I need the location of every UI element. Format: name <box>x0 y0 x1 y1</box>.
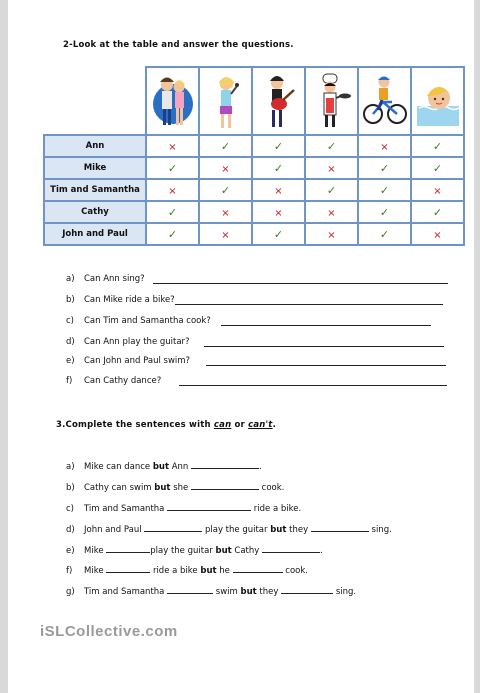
question-text: Can Tim and Samantha cook? <box>84 316 211 326</box>
cross-mark: × <box>199 201 252 223</box>
check-mark: ✓ <box>358 201 411 223</box>
check-mark: ✓ <box>411 135 464 157</box>
table-row <box>44 135 464 157</box>
islcollective-logo[interactable]: iSLCollective.com <box>40 623 178 640</box>
check-mark: ✓ <box>252 135 305 157</box>
question-item: a) Can Ann sing? <box>66 274 448 284</box>
sentence-item: g) Tim and Samantha swim but they sing. <box>66 587 357 597</box>
answer-line[interactable] <box>221 316 431 326</box>
picture-row <box>44 67 464 135</box>
check-mark: ✓ <box>146 201 199 223</box>
table-row <box>44 223 464 245</box>
question-item: e) Can John and Paul swim? <box>66 356 446 366</box>
word-can: can <box>213 420 232 430</box>
section3-heading: 3.Complete the sentences with can or can't. <box>56 420 277 430</box>
blank-line[interactable] <box>191 481 259 490</box>
sentence-item: c) Tim and Samantha ride a bike. <box>66 504 302 514</box>
check-mark: ✓ <box>358 157 411 179</box>
sentence-item: d) John and Paul play the guitar but they sing. <box>66 525 392 535</box>
cross-mark: × <box>305 201 358 223</box>
row-name: Ann <box>44 135 146 157</box>
question-text: Can Mike ride a bike? <box>84 295 175 305</box>
row-name: Cathy <box>44 201 146 223</box>
check-mark: ✓ <box>305 135 358 157</box>
cyclist-icon <box>358 67 411 135</box>
check-mark: ✓ <box>146 157 199 179</box>
blank-line[interactable] <box>106 544 150 553</box>
check-mark: ✓ <box>252 157 305 179</box>
row-name: Tim and Samantha <box>44 179 146 201</box>
answer-line[interactable] <box>175 295 443 305</box>
check-mark: ✓ <box>252 223 305 245</box>
blank-line[interactable] <box>311 523 369 532</box>
check-mark: ✓ <box>411 201 464 223</box>
sentence-item: f) Mike ride a bike but he cook. <box>66 566 308 576</box>
sentence-item: b) Cathy can swim but she cook. <box>66 483 285 493</box>
abilities-table <box>43 66 465 246</box>
question-text: Can John and Paul swim? <box>84 356 191 366</box>
cook-icon <box>305 67 358 135</box>
row-name: Mike <box>44 157 146 179</box>
cross-mark: × <box>252 179 305 201</box>
swimmer-icon <box>411 67 464 135</box>
blank-line[interactable] <box>191 460 259 469</box>
word-cant: can't <box>248 420 273 430</box>
cross-mark: × <box>305 223 358 245</box>
sentence-item: a) Mike can dance but Ann . <box>66 462 262 472</box>
blank-line[interactable] <box>167 502 251 511</box>
guitarist-icon <box>252 67 305 135</box>
blank-line[interactable] <box>106 564 150 573</box>
answer-line[interactable] <box>179 376 447 386</box>
answer-line[interactable] <box>204 337 444 347</box>
answer-line[interactable] <box>153 274 448 284</box>
blank-line[interactable] <box>281 585 333 594</box>
question-item: b) Can Mike ride a bike? <box>66 295 443 305</box>
blank-line[interactable] <box>167 585 213 594</box>
cross-mark: × <box>358 135 411 157</box>
question-item: f) Can Cathy dance? <box>66 376 447 386</box>
blank-line[interactable] <box>144 523 202 532</box>
cross-mark: × <box>146 179 199 201</box>
cross-mark: × <box>199 223 252 245</box>
check-mark: ✓ <box>199 179 252 201</box>
blank-line[interactable] <box>233 564 283 573</box>
question-item: d) Can Ann play the guitar? <box>66 337 444 347</box>
worksheet-page <box>8 0 474 693</box>
answer-line[interactable] <box>206 356 446 366</box>
cross-mark: × <box>411 223 464 245</box>
cross-mark: × <box>305 157 358 179</box>
check-mark: ✓ <box>305 179 358 201</box>
blank-line[interactable] <box>262 544 320 553</box>
cross-mark: × <box>146 135 199 157</box>
cross-mark: × <box>252 201 305 223</box>
section2-heading: 2-Look at the table and answer the questions. <box>63 40 294 50</box>
cross-mark: × <box>411 179 464 201</box>
row-name: John and Paul <box>44 223 146 245</box>
singer-icon <box>199 67 252 135</box>
table-row <box>44 157 464 179</box>
question-item: c) Can Tim and Samantha cook? <box>66 316 431 326</box>
check-mark: ✓ <box>199 135 252 157</box>
question-text: Can Ann play the guitar? <box>84 337 190 347</box>
dancing-couple-icon <box>146 67 199 135</box>
check-mark: ✓ <box>411 157 464 179</box>
cross-mark: × <box>199 157 252 179</box>
check-mark: ✓ <box>146 223 199 245</box>
table-row <box>44 201 464 223</box>
question-text: Can Cathy dance? <box>84 376 162 386</box>
question-text: Can Ann sing? <box>84 274 145 284</box>
check-mark: ✓ <box>358 179 411 201</box>
sentence-item: e) Mike play the guitar but Cathy . <box>66 546 323 556</box>
check-mark: ✓ <box>358 223 411 245</box>
table-row <box>44 179 464 201</box>
